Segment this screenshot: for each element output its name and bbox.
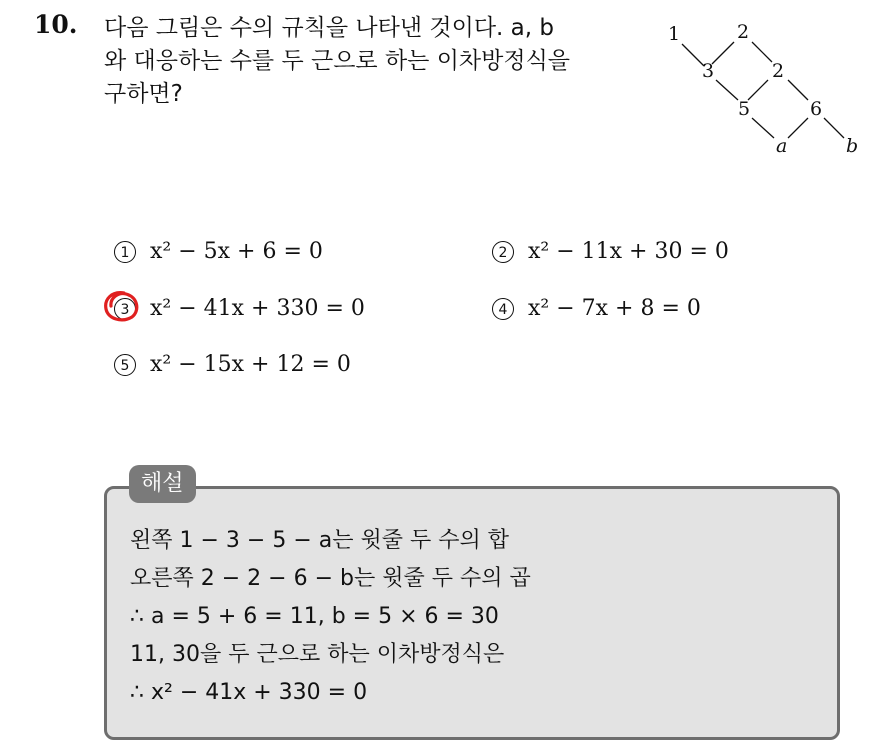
diagram-line bbox=[788, 118, 808, 138]
solution-line: 오른쪽 2 − 2 − 6 − b는 윗줄 두 수의 곱 bbox=[130, 566, 531, 591]
solution-line: 11, 30을 두 근으로 하는 이차방정식은 bbox=[130, 642, 505, 667]
choice-number: 4 bbox=[492, 298, 514, 320]
diagram-label: 6 bbox=[810, 98, 823, 120]
choice-3[interactable] bbox=[114, 296, 365, 321]
diagram-line bbox=[824, 118, 844, 138]
diagram-line bbox=[752, 118, 774, 138]
question-line: 와 대응하는 수를 두 근으로 하는 이차방정식을 bbox=[104, 48, 571, 74]
diagram-label: 5 bbox=[738, 98, 751, 120]
diagram-label-a: a bbox=[776, 135, 788, 157]
diagram-line bbox=[716, 80, 738, 100]
solution-label: 해설 bbox=[129, 465, 196, 503]
choice-expression: x² − 11x + 30 = 0 bbox=[528, 239, 729, 264]
diagram-label-b: b bbox=[846, 135, 859, 157]
choice-number: 3 bbox=[114, 298, 136, 320]
diagram-line bbox=[712, 42, 734, 64]
choice-expression: x² − 41x + 330 = 0 bbox=[150, 296, 365, 321]
solution-text bbox=[130, 522, 810, 712]
choice-number: 5 bbox=[114, 354, 136, 376]
diagram-line bbox=[748, 80, 768, 100]
solution-line: ∴ a = 5 + 6 = 11, b = 5 × 6 = 30 bbox=[130, 604, 499, 629]
choice-4[interactable] bbox=[492, 296, 701, 321]
choice-expression: x² − 15x + 12 = 0 bbox=[150, 352, 351, 377]
diagram-line bbox=[752, 42, 772, 62]
choice-expression: x² − 7x + 8 = 0 bbox=[528, 296, 701, 321]
diagram-line bbox=[682, 44, 704, 66]
answer-mark-circle bbox=[102, 289, 142, 325]
choice-number: 1 bbox=[114, 241, 136, 263]
choice-number: 2 bbox=[492, 241, 514, 263]
diagram-label: 2 bbox=[772, 60, 785, 82]
diagram-label: 3 bbox=[702, 60, 715, 82]
solution-line: ∴ x² − 41x + 330 = 0 bbox=[130, 680, 368, 705]
choice-2[interactable] bbox=[492, 239, 729, 264]
question-number: 10. bbox=[34, 10, 78, 39]
choice-1[interactable] bbox=[114, 239, 323, 264]
number-pattern-diagram bbox=[660, 14, 880, 164]
choice-5[interactable] bbox=[114, 352, 351, 377]
question-line: 다음 그림은 수의 규칙을 나타낸 것이다. a, b bbox=[104, 15, 554, 41]
question-text bbox=[104, 12, 644, 111]
diagram-line bbox=[788, 80, 808, 100]
choice-expression: x² − 5x + 6 = 0 bbox=[150, 239, 323, 264]
question-line: 구하면? bbox=[104, 81, 183, 107]
diagram-label: 1 bbox=[668, 23, 681, 45]
solution-line: 왼쪽 1 − 3 − 5 − a는 윗줄 두 수의 합 bbox=[130, 528, 509, 553]
diagram-label: 2 bbox=[737, 21, 750, 43]
